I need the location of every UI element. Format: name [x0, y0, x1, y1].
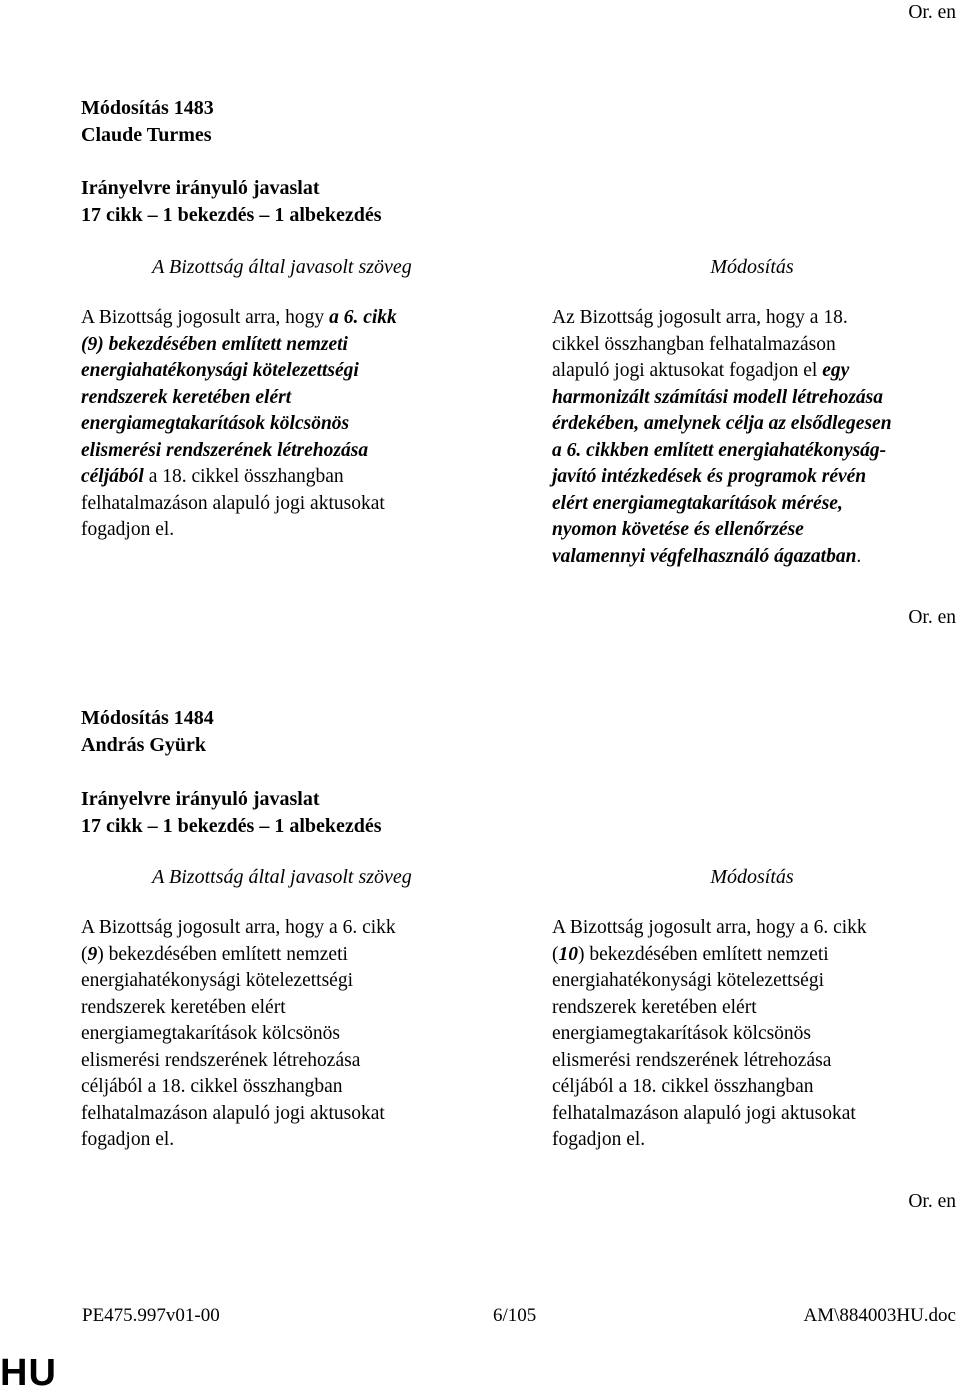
amendment-author: Claude Turmes	[81, 124, 212, 146]
language-code: HU	[0, 1352, 57, 1394]
article-reference: 17 cikk – 1 bekezdés – 1 albekezdés	[81, 204, 382, 226]
amendment-text-header: Módosítás	[710, 256, 794, 278]
amendment-author: András Gyürk	[81, 734, 207, 756]
proposal-type: Irányelvre irányuló javaslat	[81, 788, 320, 810]
footer-document-reference: PE475.997v01-00	[82, 1305, 220, 1326]
amended-text: Az Bizottság jogosult arra, hogy a 18. cikkel összhangban felhatalmazáson alapuló jogi aktusokat fogadjon el egy harmonizált számítási modell létrehozása érdekében, amelynek célja az elsődlegesen a 6. cikkben említett energiahatékonyság- javító intézkedések és programok révén elért energiamegtakarítások mérése, nyomon követése és ellenőrzése valamennyi végfelhasználó ágazatban.	[552, 307, 892, 567]
original-language-marker: Or. en	[908, 1191, 956, 1212]
amendment-number: Módosítás 1483	[81, 97, 214, 119]
original-language-marker: Or. en	[908, 2, 956, 23]
footer-page-number: 6/105	[493, 1305, 537, 1326]
footer-file-reference: AM\884003HU.doc	[803, 1305, 956, 1326]
amendment-text-header: Módosítás	[710, 866, 794, 888]
amended-text: A Bizottság jogosult arra, hogy a 6. cikk (10) bekezdésében említett nemzeti energiahatékonysági kötelezettségi rendszerek keretében elért energiamegtakarítások kölcsönös elismerési rendszerének létrehozása céljából a 18. cikkel összhangban felhatalmazáson alapuló jogi aktusokat fogadjon el.	[552, 917, 867, 1150]
commission-text-header: A Bizottság által javasolt szöveg	[152, 866, 412, 888]
article-reference: 17 cikk – 1 bekezdés – 1 albekezdés	[81, 815, 382, 837]
proposal-type: Irányelvre irányuló javaslat	[81, 177, 320, 199]
amendment-number: Módosítás 1484	[81, 707, 214, 729]
commission-text: A Bizottság jogosult arra, hogy a 6. cikk (9) bekezdésében említett nemzeti energiahatékonysági kötelezettségi rendszerek keretében elért energiamegtakarítások kölcsönös elismerési rendszerének létrehozása céljából a 18. cikkel összhangban felhatalmazáson alapuló jogi aktusokat fogadjon el.	[81, 307, 397, 540]
original-language-marker: Or. en	[908, 607, 956, 628]
commission-text-header: A Bizottság által javasolt szöveg	[152, 256, 412, 278]
commission-text: A Bizottság jogosult arra, hogy a 6. cikk (9) bekezdésében említett nemzeti energiahatékonysági kötelezettségi rendszerek keretében elért energiamegtakarítások kölcsönös elismerési rendszerének létrehozása céljából a 18. cikkel összhangban felhatalmazáson alapuló jogi aktusokat fogadjon el.	[81, 917, 396, 1150]
